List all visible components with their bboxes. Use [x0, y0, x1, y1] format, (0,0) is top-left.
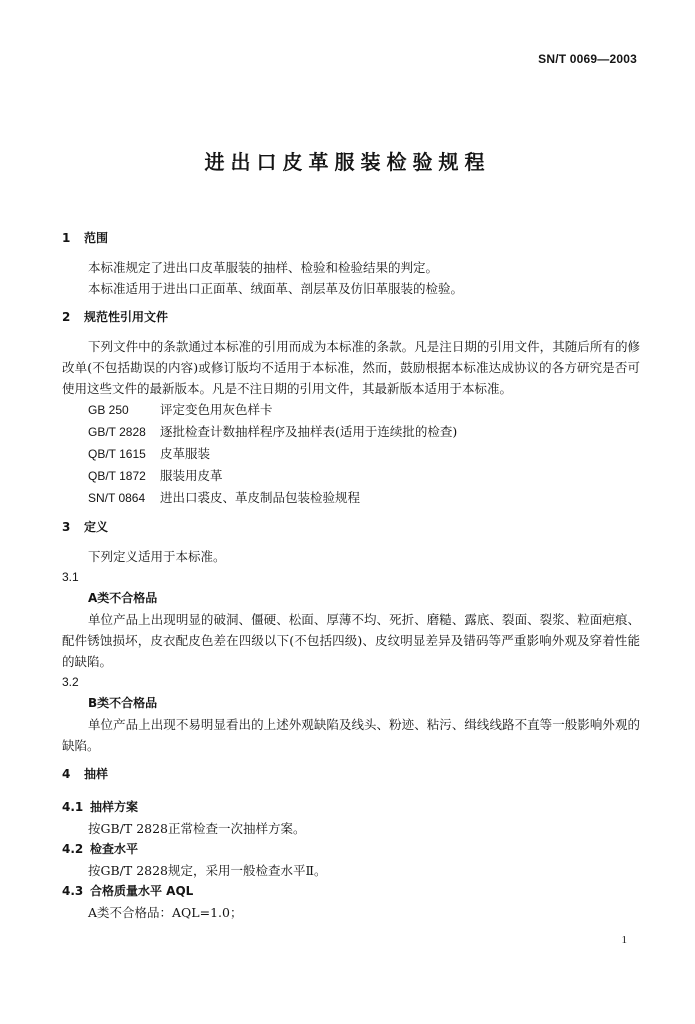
- subsection-number: 4.1: [62, 800, 84, 814]
- subsection-number: 4.3: [62, 884, 84, 898]
- section-number: 1: [62, 231, 71, 245]
- reference-item: [62, 465, 640, 487]
- subsection-number: 4.2: [62, 842, 84, 856]
- reference-title: 逐批检查计数抽样程序及抽样表(适用于连续批的检查): [160, 424, 458, 439]
- section-number: 4: [62, 767, 71, 781]
- section-number: 2: [62, 310, 71, 324]
- reference-code: QB/T 1872: [88, 469, 146, 483]
- subsection-text: A类不合格品：AQL=1.0；: [88, 905, 243, 920]
- reference-code: QB/T 1615: [88, 447, 146, 461]
- subsection-title: 合格质量水平 AQL: [90, 884, 194, 898]
- subsection-title: 检查水平: [90, 842, 139, 856]
- subsection-heading: [62, 839, 640, 860]
- document-body: [62, 228, 640, 923]
- paragraph: 下列文件中的条款通过本标准的引用而成为本标准的条款。凡是注日期的引用文件，其随后所有的修改单(不包括勘误的内容)或修订版均不适用于本标准，然而，鼓励根据本标准达成协议的各方研究是否可使用这些文件的最新版本。凡是不注日期的引用文件，其最新版本适用于本标准。: [62, 339, 640, 396]
- reference-code: GB 250: [88, 403, 129, 417]
- definition-term: B类不合格品: [88, 696, 158, 710]
- reference-code: GB/T 2828: [88, 425, 146, 439]
- document-title: 进出口皮革服装检验规程: [204, 150, 491, 174]
- subsection-heading: [62, 881, 640, 902]
- paragraph: 本标准规定了进出口皮革服装的抽样、检验和检验结果的判定。: [88, 260, 439, 275]
- reference-title: 皮革服装: [160, 446, 211, 461]
- section-heading: [62, 764, 640, 785]
- reference-item: [62, 421, 640, 443]
- paragraph: 下列定义适用于本标准。: [88, 549, 226, 564]
- reference-item: [62, 443, 640, 465]
- reference-item: [62, 399, 640, 421]
- subsection-text: 按GB/T 2828规定，采用一般检查水平Ⅱ。: [88, 863, 327, 878]
- standard-code: SN/T 0069—2003: [538, 52, 637, 66]
- section-heading: [62, 307, 640, 328]
- section-title: 范围: [84, 231, 109, 245]
- section-title: 规范性引用文件: [84, 310, 169, 324]
- subsection-title: 抽样方案: [90, 800, 139, 814]
- section-title: 定义: [84, 520, 109, 534]
- reference-title: 评定变色用灰色样卡: [160, 402, 273, 417]
- page-number: 1: [621, 934, 627, 946]
- reference-title: 进出口裘皮、革皮制品包装检验规程: [160, 490, 361, 505]
- definition-text: 单位产品上出现明显的破洞、僵硬、松面、厚薄不均、死折、磨糙、露底、裂面、裂浆、粒面疤痕、配件锈蚀损坏，皮衣配皮色差在四级以下(不包括四级)、皮纹明显差异及错码等严重影响外观及穿着性能的缺陷。: [62, 612, 640, 669]
- reference-item: [62, 487, 640, 509]
- section-heading: [62, 517, 640, 538]
- section-heading: [62, 228, 640, 249]
- subsection-text: 按GB/T 2828正常检查一次抽样方案。: [88, 821, 306, 836]
- section-title: 抽样: [84, 767, 109, 781]
- subsection-heading: [62, 797, 640, 818]
- paragraph: 本标准适用于进出口正面革、绒面革、剖层革及仿旧革服装的检验。: [88, 281, 464, 296]
- definition-term: A类不合格品: [88, 591, 158, 605]
- reference-title: 服装用皮革: [160, 468, 223, 483]
- definition-number: 3.2: [62, 675, 79, 689]
- reference-code: SN/T 0864: [88, 491, 146, 505]
- definition-number: 3.1: [62, 570, 79, 584]
- section-number: 3: [62, 520, 71, 534]
- definition-text: 单位产品上出现不易明显看出的上述外观缺陷及线头、粉迹、粘污、缉线线路不直等一般影响外观的缺陷。: [62, 717, 640, 753]
